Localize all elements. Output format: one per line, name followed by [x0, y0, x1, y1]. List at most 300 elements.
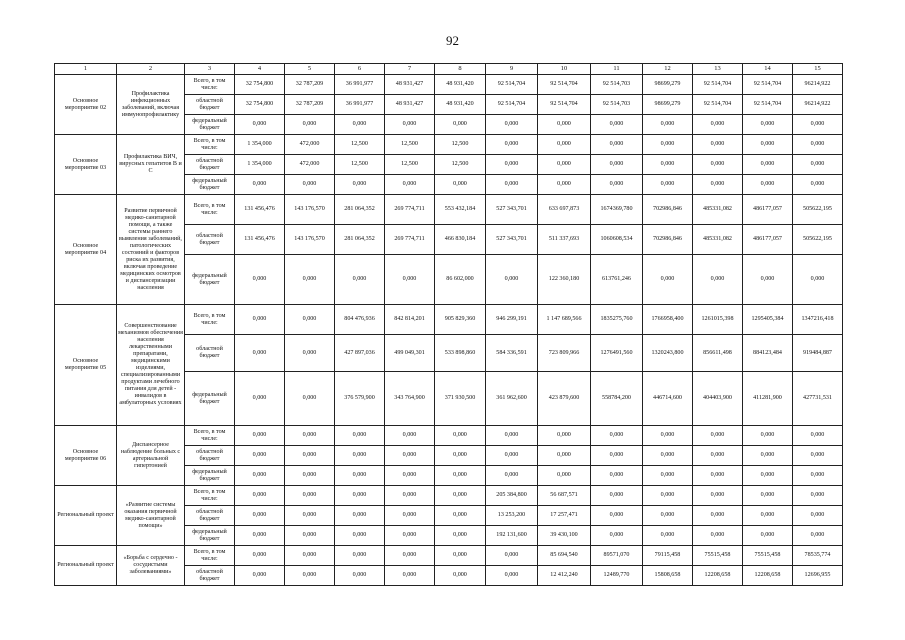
funding-source-cell: федеральный бюджет — [185, 115, 235, 135]
column-number: 13 — [693, 64, 743, 75]
event-name-cell: Диспансерное наблюдение больных с артериальной гипертонией — [117, 426, 185, 486]
value-cell: 92 514,704 — [743, 95, 793, 115]
value-cell: 505622,195 — [793, 195, 843, 225]
value-cell: 0,000 — [435, 566, 486, 586]
value-cell: 371 930,500 — [435, 372, 486, 426]
value-cell: 0,000 — [235, 426, 285, 446]
value-cell: 12,500 — [435, 155, 486, 175]
column-number: 12 — [643, 64, 693, 75]
value-cell: 0,000 — [285, 372, 335, 426]
value-cell: 98699,279 — [643, 95, 693, 115]
value-cell: 131 456,476 — [235, 225, 285, 255]
value-cell: 584 336,591 — [486, 335, 538, 372]
value-cell: 0,000 — [285, 115, 335, 135]
column-number: 3 — [185, 64, 235, 75]
value-cell: 92 514,704 — [538, 75, 591, 95]
value-cell: 269 774,711 — [385, 195, 435, 225]
value-cell: 0,000 — [693, 155, 743, 175]
column-number: 11 — [591, 64, 643, 75]
value-cell: 0,000 — [591, 426, 643, 446]
value-cell: 0,000 — [285, 486, 335, 506]
value-cell: 36 991,977 — [335, 75, 385, 95]
value-cell: 499 049,301 — [385, 335, 435, 372]
value-cell: 0,000 — [743, 115, 793, 135]
value-cell: 0,000 — [285, 446, 335, 466]
value-cell: 0,000 — [693, 255, 743, 305]
value-cell: 1 147 689,566 — [538, 305, 591, 335]
value-cell: 427 897,036 — [335, 335, 385, 372]
value-cell: 0,000 — [643, 426, 693, 446]
value-cell: 0,000 — [235, 506, 285, 526]
value-cell: 36 991,977 — [335, 95, 385, 115]
value-cell: 1 354,000 — [235, 135, 285, 155]
value-cell: 0,000 — [285, 175, 335, 195]
value-cell: 0,000 — [285, 305, 335, 335]
value-cell: 0,000 — [486, 155, 538, 175]
table-row — [55, 195, 843, 225]
value-cell: 131 456,476 — [235, 195, 285, 225]
value-cell: 0,000 — [385, 446, 435, 466]
value-cell: 0,000 — [335, 526, 385, 546]
value-cell: 0,000 — [793, 446, 843, 466]
value-cell: 12,500 — [335, 155, 385, 175]
value-cell: 92 514,703 — [591, 75, 643, 95]
event-name-cell: «Борьба с сердечно - сосудистыми заболеваниями» — [117, 546, 185, 586]
value-cell: 553 432,184 — [435, 195, 486, 225]
value-cell: 1320243,800 — [643, 335, 693, 372]
column-number: 15 — [793, 64, 843, 75]
funding-source-cell: областной бюджет — [185, 225, 235, 255]
value-cell: 0,000 — [435, 426, 486, 446]
value-cell: 485331,082 — [693, 225, 743, 255]
value-cell: 0,000 — [643, 175, 693, 195]
value-cell: 0,000 — [486, 135, 538, 155]
value-cell: 0,000 — [235, 255, 285, 305]
value-cell: 1261015,398 — [693, 305, 743, 335]
value-cell: 0,000 — [435, 446, 486, 466]
value-cell: 856611,498 — [693, 335, 743, 372]
value-cell: 0,000 — [385, 566, 435, 586]
value-cell: 0,000 — [538, 175, 591, 195]
value-cell: 92 514,704 — [486, 75, 538, 95]
value-cell: 89571,070 — [591, 546, 643, 566]
value-cell: 1674369,780 — [591, 195, 643, 225]
value-cell: 0,000 — [285, 546, 335, 566]
value-cell: 0,000 — [693, 526, 743, 546]
value-cell: 0,000 — [335, 506, 385, 526]
column-number: 4 — [235, 64, 285, 75]
value-cell: 205 384,800 — [486, 486, 538, 506]
event-cell: Региональный проект — [55, 486, 117, 546]
value-cell: 0,000 — [335, 466, 385, 486]
table-row — [55, 305, 843, 335]
value-cell: 78535,774 — [793, 546, 843, 566]
value-cell: 0,000 — [335, 446, 385, 466]
value-cell: 12,500 — [435, 135, 486, 155]
event-cell: Основное мероприятие 03 — [55, 135, 117, 195]
value-cell: 0,000 — [643, 115, 693, 135]
value-cell: 0,000 — [235, 335, 285, 372]
value-cell: 1295405,384 — [743, 305, 793, 335]
value-cell: 32 787,209 — [285, 95, 335, 115]
value-cell: 192 131,600 — [486, 526, 538, 546]
value-cell: 96214,922 — [793, 95, 843, 115]
value-cell: 0,000 — [435, 546, 486, 566]
value-cell: 0,000 — [235, 446, 285, 466]
value-cell: 404403,900 — [693, 372, 743, 426]
value-cell: 0,000 — [643, 155, 693, 175]
value-cell: 56 687,571 — [538, 486, 591, 506]
value-cell: 0,000 — [793, 506, 843, 526]
value-cell: 92 514,704 — [538, 95, 591, 115]
funding-source-cell: областной бюджет — [185, 335, 235, 372]
funding-source-cell: областной бюджет — [185, 155, 235, 175]
value-cell: 12489,770 — [591, 566, 643, 586]
value-cell: 39 430,100 — [538, 526, 591, 546]
value-cell: 0,000 — [538, 155, 591, 175]
value-cell: 0,000 — [591, 446, 643, 466]
value-cell: 0,000 — [235, 526, 285, 546]
value-cell: 1 354,000 — [235, 155, 285, 175]
value-cell: 17 257,471 — [538, 506, 591, 526]
value-cell: 0,000 — [486, 566, 538, 586]
value-cell: 0,000 — [693, 115, 743, 135]
value-cell: 143 176,570 — [285, 195, 335, 225]
value-cell: 702986,846 — [643, 195, 693, 225]
value-cell: 0,000 — [591, 526, 643, 546]
value-cell: 0,000 — [793, 255, 843, 305]
table-row — [55, 75, 843, 95]
value-cell: 486177,057 — [743, 195, 793, 225]
value-cell: 485331,082 — [693, 195, 743, 225]
value-cell: 0,000 — [235, 372, 285, 426]
value-cell: 723 809,966 — [538, 335, 591, 372]
funding-source-cell: Всего, в том числе: — [185, 486, 235, 506]
value-cell: 92 514,704 — [486, 95, 538, 115]
value-cell: 486177,057 — [743, 225, 793, 255]
value-cell: 0,000 — [693, 466, 743, 486]
value-cell: 0,000 — [235, 566, 285, 586]
event-name-cell: «Развитие системы оказания первичной медико-санитарной помощи» — [117, 486, 185, 546]
value-cell: 12696,955 — [793, 566, 843, 586]
funding-source-cell: Всего, в том числе: — [185, 195, 235, 225]
value-cell: 0,000 — [693, 426, 743, 446]
value-cell: 1835275,760 — [591, 305, 643, 335]
value-cell: 0,000 — [385, 466, 435, 486]
value-cell: 0,000 — [743, 466, 793, 486]
event-cell: Основное мероприятие 05 — [55, 305, 117, 426]
value-cell: 0,000 — [486, 175, 538, 195]
table-body — [55, 64, 843, 586]
value-cell: 0,000 — [385, 175, 435, 195]
value-cell: 0,000 — [793, 466, 843, 486]
value-cell: 0,000 — [743, 506, 793, 526]
value-cell: 0,000 — [335, 566, 385, 586]
funding-source-cell: федеральный бюджет — [185, 175, 235, 195]
value-cell: 472,000 — [285, 155, 335, 175]
value-cell: 0,000 — [335, 546, 385, 566]
event-name-cell: Профилактика инфекционных заболеваний, включая иммунопрофилактику — [117, 75, 185, 135]
value-cell: 0,000 — [235, 486, 285, 506]
value-cell: 884123,484 — [743, 335, 793, 372]
value-cell: 446714,600 — [643, 372, 693, 426]
table-row — [55, 486, 843, 506]
event-name-cell: Совершенствование механизмов обеспечения населения лекарственными препаратами, медицинскими изделиями, специализированными продуктами лечебного питания для детей - инвалидов в амбулаторных условиях — [117, 305, 185, 426]
value-cell: 411281,900 — [743, 372, 793, 426]
value-cell: 0,000 — [285, 526, 335, 546]
table-row — [55, 546, 843, 566]
value-cell: 281 064,352 — [335, 225, 385, 255]
value-cell: 0,000 — [385, 426, 435, 446]
value-cell: 0,000 — [235, 175, 285, 195]
value-cell: 702986,846 — [643, 225, 693, 255]
value-cell: 122 360,180 — [538, 255, 591, 305]
value-cell: 0,000 — [538, 426, 591, 446]
value-cell: 0,000 — [743, 526, 793, 546]
value-cell: 0,000 — [235, 546, 285, 566]
value-cell: 527 343,701 — [486, 225, 538, 255]
value-cell: 0,000 — [743, 155, 793, 175]
value-cell: 0,000 — [435, 526, 486, 546]
event-name-cell: Развитие первичной медико-санитарной помощи, а также системы раннего выявления заболеваний, патологических состояний и факторов риска их развития, включая проведение медицинских осмотров и диспансеризации населения — [117, 195, 185, 305]
value-cell: 466 830,184 — [435, 225, 486, 255]
column-number: 9 — [486, 64, 538, 75]
value-cell: 0,000 — [285, 466, 335, 486]
value-cell: 15808,658 — [643, 566, 693, 586]
value-cell: 0,000 — [693, 135, 743, 155]
value-cell: 0,000 — [285, 335, 335, 372]
value-cell: 0,000 — [486, 546, 538, 566]
value-cell: 32 754,800 — [235, 75, 285, 95]
column-number: 6 — [335, 64, 385, 75]
value-cell: 558784,200 — [591, 372, 643, 426]
value-cell: 0,000 — [235, 466, 285, 486]
value-cell: 85 694,540 — [538, 546, 591, 566]
value-cell: 12,500 — [385, 155, 435, 175]
column-number: 8 — [435, 64, 486, 75]
value-cell: 0,000 — [643, 506, 693, 526]
event-cell: Региональный проект — [55, 546, 117, 586]
value-cell: 269 774,711 — [385, 225, 435, 255]
value-cell: 0,000 — [486, 426, 538, 446]
column-number: 7 — [385, 64, 435, 75]
funding-source-cell: Всего, в том числе: — [185, 75, 235, 95]
value-cell: 0,000 — [793, 426, 843, 446]
value-cell: 0,000 — [538, 466, 591, 486]
value-cell: 0,000 — [538, 135, 591, 155]
value-cell: 0,000 — [743, 446, 793, 466]
value-cell: 0,000 — [385, 486, 435, 506]
value-cell: 423 879,600 — [538, 372, 591, 426]
value-cell: 361 962,600 — [486, 372, 538, 426]
event-cell: Основное мероприятие 06 — [55, 426, 117, 486]
value-cell: 0,000 — [385, 506, 435, 526]
value-cell: 96214,922 — [793, 75, 843, 95]
value-cell: 92 514,704 — [693, 95, 743, 115]
value-cell: 92 514,704 — [693, 75, 743, 95]
value-cell: 0,000 — [538, 446, 591, 466]
value-cell: 527 343,701 — [486, 195, 538, 225]
value-cell: 427731,531 — [793, 372, 843, 426]
value-cell: 0,000 — [643, 255, 693, 305]
column-number: 2 — [117, 64, 185, 75]
value-cell: 0,000 — [335, 115, 385, 135]
value-cell: 0,000 — [591, 486, 643, 506]
value-cell: 79115,458 — [643, 546, 693, 566]
value-cell: 0,000 — [435, 175, 486, 195]
value-cell: 0,000 — [335, 426, 385, 446]
value-cell: 32 787,209 — [285, 75, 335, 95]
value-cell: 48 931,427 — [385, 95, 435, 115]
value-cell: 0,000 — [335, 255, 385, 305]
value-cell: 0,000 — [486, 446, 538, 466]
funding-source-cell: федеральный бюджет — [185, 466, 235, 486]
value-cell: 505622,195 — [793, 225, 843, 255]
value-cell: 0,000 — [643, 526, 693, 546]
value-cell: 0,000 — [643, 466, 693, 486]
column-number: 1 — [55, 64, 117, 75]
funding-source-cell: федеральный бюджет — [185, 526, 235, 546]
value-cell: 0,000 — [743, 426, 793, 446]
value-cell: 905 829,360 — [435, 305, 486, 335]
value-cell: 0,000 — [591, 175, 643, 195]
value-cell: 12,500 — [385, 135, 435, 155]
value-cell: 0,000 — [385, 546, 435, 566]
value-cell: 0,000 — [486, 466, 538, 486]
value-cell: 0,000 — [285, 506, 335, 526]
value-cell: 32 754,800 — [235, 95, 285, 115]
value-cell: 0,000 — [793, 526, 843, 546]
value-cell: 842 814,201 — [385, 305, 435, 335]
value-cell: 919484,887 — [793, 335, 843, 372]
value-cell: 633 697,873 — [538, 195, 591, 225]
value-cell: 0,000 — [793, 135, 843, 155]
value-cell: 0,000 — [743, 175, 793, 195]
value-cell: 0,000 — [486, 115, 538, 135]
value-cell: 0,000 — [793, 155, 843, 175]
funding-source-cell: федеральный бюджет — [185, 372, 235, 426]
funding-source-cell: областной бюджет — [185, 506, 235, 526]
value-cell: 0,000 — [335, 175, 385, 195]
value-cell: 0,000 — [743, 486, 793, 506]
value-cell: 0,000 — [385, 115, 435, 135]
value-cell: 0,000 — [538, 115, 591, 135]
funding-source-cell: областной бюджет — [185, 446, 235, 466]
value-cell: 12,500 — [335, 135, 385, 155]
value-cell: 0,000 — [743, 255, 793, 305]
value-cell: 0,000 — [285, 255, 335, 305]
value-cell: 1347216,418 — [793, 305, 843, 335]
value-cell: 0,000 — [591, 506, 643, 526]
value-cell: 1276491,560 — [591, 335, 643, 372]
value-cell: 0,000 — [643, 486, 693, 506]
value-cell: 12 412,240 — [538, 566, 591, 586]
value-cell: 1766958,400 — [643, 305, 693, 335]
value-cell: 0,000 — [743, 135, 793, 155]
value-cell: 0,000 — [591, 115, 643, 135]
value-cell: 0,000 — [486, 255, 538, 305]
funding-source-cell: Всего, в том числе: — [185, 546, 235, 566]
event-cell: Основное мероприятие 02 — [55, 75, 117, 135]
value-cell: 0,000 — [385, 526, 435, 546]
value-cell: 86 602,000 — [435, 255, 486, 305]
budget-table — [54, 63, 843, 586]
column-number: 5 — [285, 64, 335, 75]
value-cell: 804 476,936 — [335, 305, 385, 335]
value-cell: 143 176,570 — [285, 225, 335, 255]
value-cell: 376 579,900 — [335, 372, 385, 426]
value-cell: 0,000 — [793, 115, 843, 135]
value-cell: 0,000 — [235, 115, 285, 135]
value-cell: 0,000 — [591, 466, 643, 486]
page-number: 92 — [446, 33, 459, 48]
value-cell: 0,000 — [435, 466, 486, 486]
funding-source-cell: федеральный бюджет — [185, 255, 235, 305]
table-row — [55, 426, 843, 446]
value-cell: 0,000 — [693, 446, 743, 466]
value-cell: 511 337,693 — [538, 225, 591, 255]
value-cell: 0,000 — [643, 135, 693, 155]
value-cell: 0,000 — [643, 446, 693, 466]
value-cell: 92 514,703 — [591, 95, 643, 115]
value-cell: 98699,279 — [643, 75, 693, 95]
funding-source-cell: областной бюджет — [185, 95, 235, 115]
value-cell: 281 064,352 — [335, 195, 385, 225]
value-cell: 0,000 — [435, 115, 486, 135]
value-cell: 12208,658 — [693, 566, 743, 586]
value-cell: 0,000 — [693, 506, 743, 526]
value-cell: 48 931,427 — [385, 75, 435, 95]
value-cell: 48 931,420 — [435, 95, 486, 115]
value-cell: 946 299,191 — [486, 305, 538, 335]
funding-source-cell: областной бюджет — [185, 566, 235, 586]
table-row — [55, 135, 843, 155]
value-cell: 0,000 — [693, 486, 743, 506]
value-cell: 13 253,200 — [486, 506, 538, 526]
event-cell: Основное мероприятие 04 — [55, 195, 117, 305]
header-row — [55, 64, 843, 75]
value-cell: 472,000 — [285, 135, 335, 155]
value-cell: 75515,458 — [693, 546, 743, 566]
value-cell: 75515,458 — [743, 546, 793, 566]
value-cell: 0,000 — [693, 175, 743, 195]
value-cell: 0,000 — [335, 486, 385, 506]
column-number: 10 — [538, 64, 591, 75]
value-cell: 0,000 — [385, 255, 435, 305]
value-cell: 92 514,704 — [743, 75, 793, 95]
value-cell: 48 931,420 — [435, 75, 486, 95]
value-cell: 0,000 — [285, 426, 335, 446]
value-cell: 0,000 — [591, 155, 643, 175]
value-cell: 533 898,860 — [435, 335, 486, 372]
value-cell: 0,000 — [285, 566, 335, 586]
value-cell: 613761,246 — [591, 255, 643, 305]
value-cell: 0,000 — [435, 506, 486, 526]
value-cell: 1060608,534 — [591, 225, 643, 255]
value-cell: 343 764,900 — [385, 372, 435, 426]
value-cell: 0,000 — [235, 305, 285, 335]
funding-source-cell: Всего, в том числе: — [185, 426, 235, 446]
event-name-cell: Профилактика ВИЧ, вирусных гепатитов В и С — [117, 135, 185, 195]
value-cell: 0,000 — [435, 486, 486, 506]
value-cell: 0,000 — [793, 486, 843, 506]
value-cell: 12208,658 — [743, 566, 793, 586]
funding-source-cell: Всего, в том числе: — [185, 305, 235, 335]
value-cell: 0,000 — [793, 175, 843, 195]
funding-source-cell: Всего, в том числе: — [185, 135, 235, 155]
column-number: 14 — [743, 64, 793, 75]
value-cell: 0,000 — [591, 135, 643, 155]
